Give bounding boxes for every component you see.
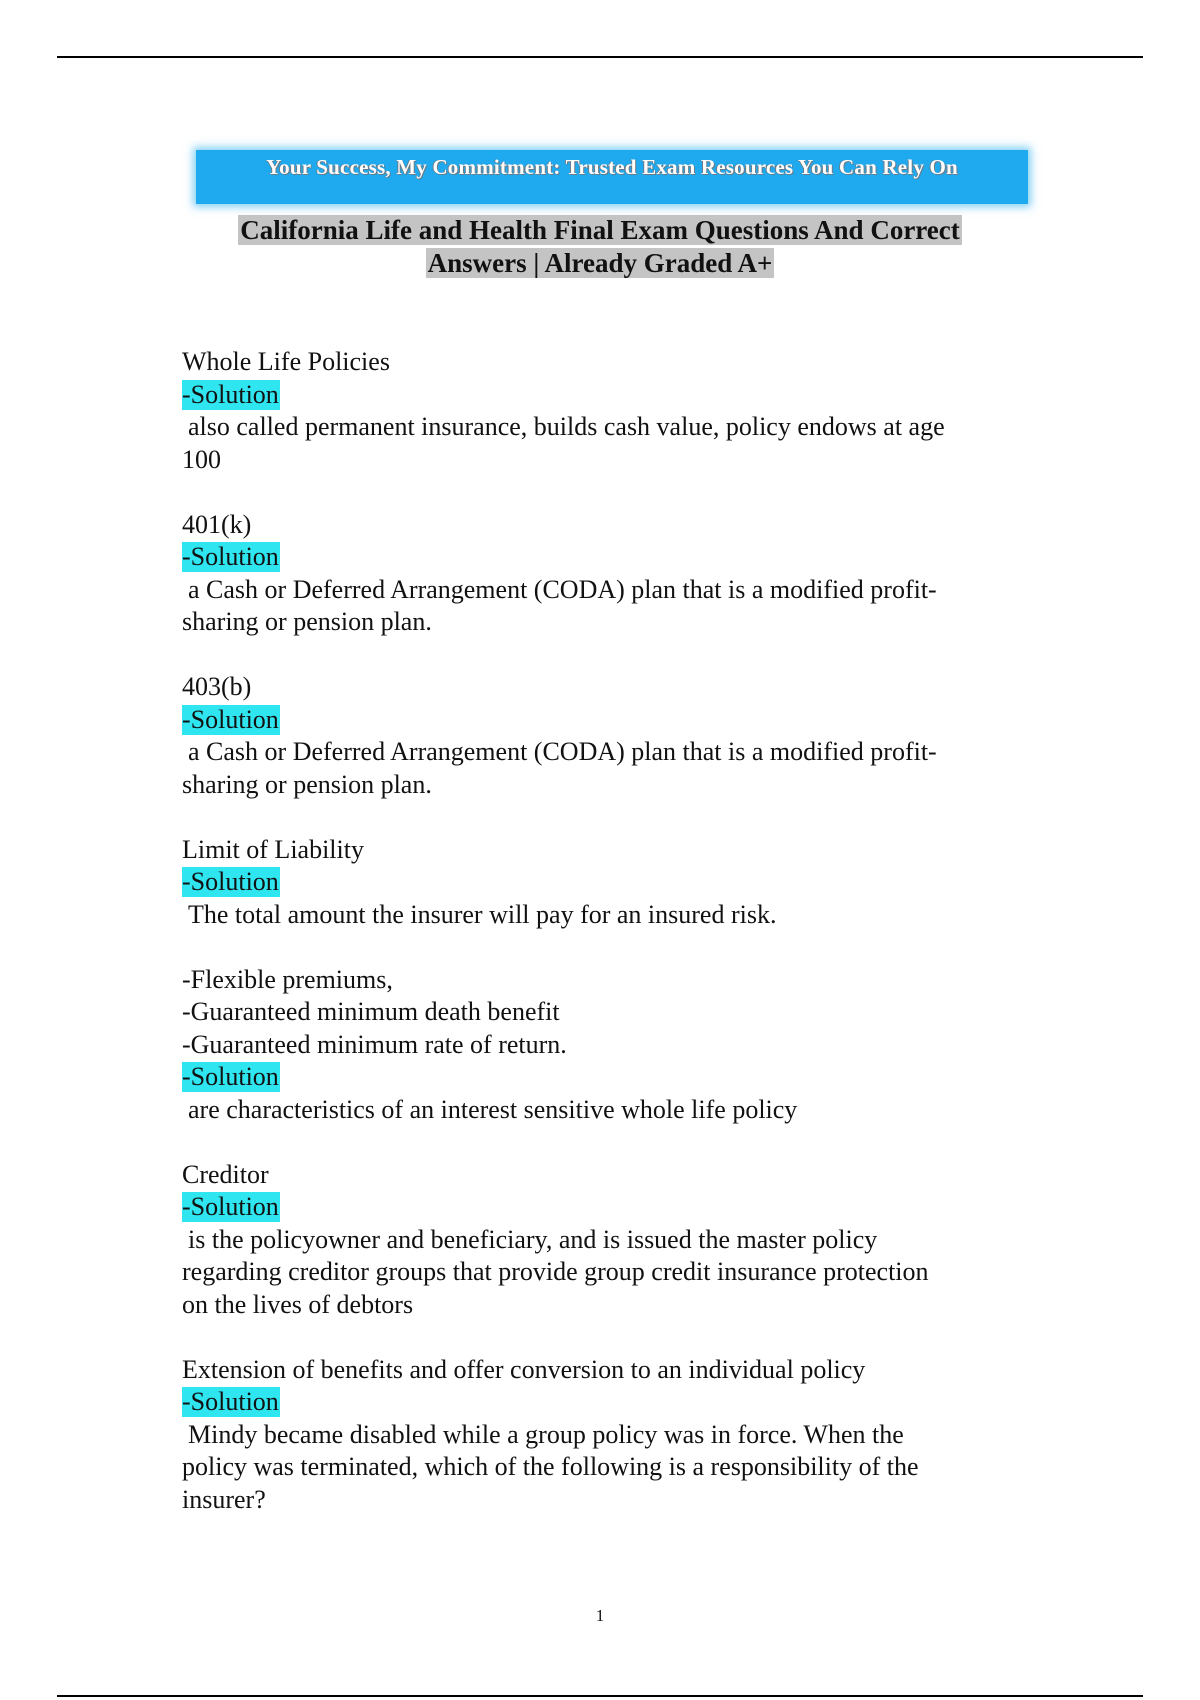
qa-item: [182, 509, 1032, 639]
bottom-rule: [57, 1695, 1143, 1697]
answer-text: sharing or pension plan.: [182, 769, 432, 799]
solution-label: -Solution: [182, 1192, 279, 1221]
solution-label: -Solution: [182, 1062, 279, 1091]
solution-label-row: [182, 866, 1032, 899]
answer-text: sharing or pension plan.: [182, 607, 432, 636]
qa-list: [182, 346, 1032, 1549]
document-title: [150, 214, 1050, 280]
question-text: -Flexible premiums,: [182, 964, 393, 994]
solution-label: -Solution: [182, 379, 279, 409]
answer-text: are characteristics of an interest sensitive whole life policy: [188, 1094, 798, 1124]
solution-label-row: [182, 379, 1032, 412]
question-text: Whole Life Policies: [182, 347, 390, 376]
title-line-2: Answers | Already Graded A+: [427, 248, 773, 278]
answer-text: a Cash or Deferred Arrangement (CODA) plan that is a modified profit-: [188, 737, 937, 766]
question-text: Creditor: [182, 1159, 269, 1189]
page-number: 1: [595, 1606, 605, 1625]
qa-item: [182, 671, 1032, 801]
solution-label: -Solution: [182, 867, 279, 896]
question-text: 401(k): [182, 509, 252, 539]
answer-text: is the policyowner and beneficiary, and is issued the master policy: [188, 1224, 878, 1254]
banner-text: Your Success, My Commitment: Trusted Exam Resources You Can Rely On: [266, 155, 958, 179]
qa-item: [182, 1354, 1032, 1517]
answer-text: on the lives of debtors: [182, 1289, 414, 1319]
answer-text: The total amount the insurer will pay for an insured risk.: [188, 899, 777, 929]
answer-text: Mindy became disabled while a group policy was in force. When the: [188, 1419, 904, 1449]
solution-label-row: [182, 1061, 1032, 1094]
solution-label: -Solution: [182, 1387, 279, 1416]
solution-label-row: [182, 1386, 1032, 1419]
question-text: -Guaranteed minimum death benefit: [182, 997, 560, 1026]
solution-label-row: [182, 704, 1032, 737]
question-text: Limit of Liability: [182, 834, 364, 864]
answer-text: policy was terminated, which of the following is a responsibility of the: [182, 1452, 919, 1481]
solution-label-row: [182, 1191, 1032, 1224]
answer-text: a Cash or Deferred Arrangement (CODA) plan that is a modified profit-: [188, 574, 937, 604]
qa-item: [182, 1159, 1032, 1322]
question-text: Extension of benefits and offer conversion to an individual policy: [182, 1354, 866, 1384]
question-text: 403(b): [182, 672, 252, 701]
solution-label-row: [182, 541, 1032, 574]
answer-text: insurer?: [182, 1484, 266, 1514]
answer-text: regarding creditor groups that provide group credit insurance protection: [182, 1257, 929, 1286]
qa-item: [182, 834, 1032, 932]
solution-label: -Solution: [182, 542, 279, 571]
solution-label: -Solution: [182, 704, 279, 734]
answer-text: also called permanent insurance, builds cash value, policy endows at age: [188, 412, 945, 441]
answer-text: 100: [182, 444, 221, 474]
qa-item: [182, 964, 1032, 1127]
title-line-1: California Life and Health Final Exam Questions And Correct: [240, 215, 960, 245]
promo-banner: [196, 150, 1028, 204]
qa-item: [182, 346, 1032, 476]
top-rule: [57, 56, 1143, 58]
question-text: -Guaranteed minimum rate of return.: [182, 1029, 567, 1059]
